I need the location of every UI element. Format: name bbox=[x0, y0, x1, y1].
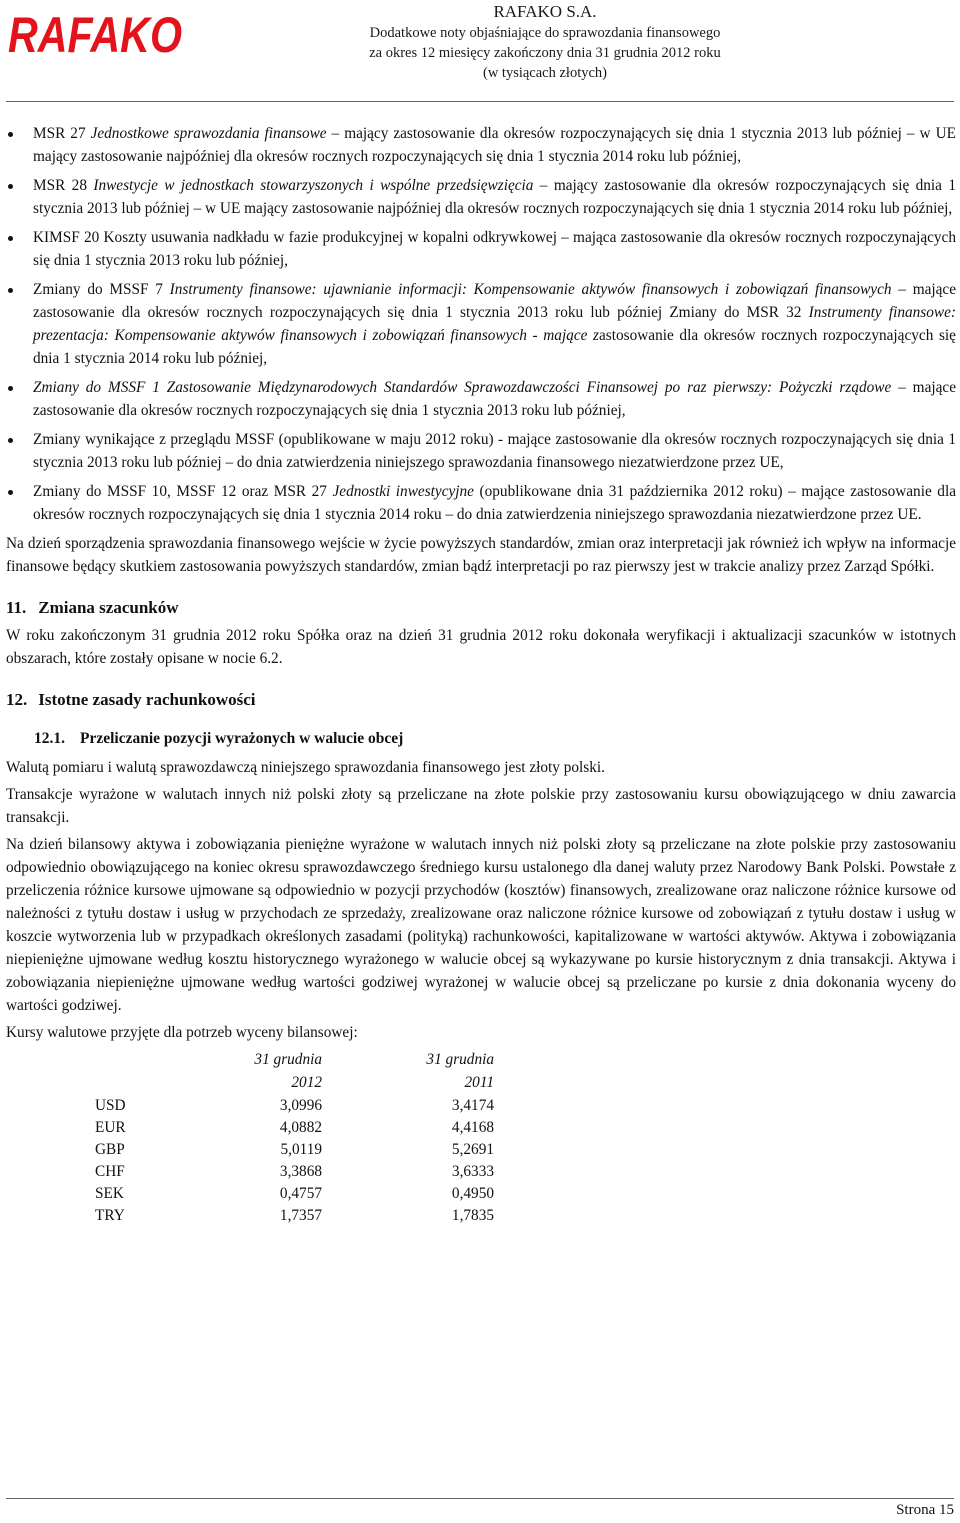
paragraph: Walutą pomiaru i walutą sprawozdawczą niniejszego sprawozdania finansowego jest złoty polski. bbox=[6, 759, 605, 776]
table-row: TRY 1,7357 1,7835 bbox=[95, 1207, 494, 1224]
column-header: 31 grudnia 2011 bbox=[426, 1051, 494, 1091]
list-item: KIMSF 20 Koszty usuwania nadkładu w fazie produkcyjnej w kopalni odkrywkowej – mająca zastosowanie dla okresów rocznych rozpoczynających się dnia 1 stycznia 2013 roku lub później, bbox=[6, 226, 956, 272]
standards-paragraph: Na dzień sporządzenia sprawozdania finansowego wejście w życie powyższych standardów, zmian oraz interpretacji jak również ich wpływ na informacje finansowe będący skutkiem zastosowania powyższych standardów, zmian bądź interpretacji po raz pierwszy jest w trakcie analizy przez Zarząd Spółki. bbox=[6, 535, 956, 575]
list-item: Zmiany do MSSF 10, MSSF 12 oraz MSR 27 Jednostki inwestycyjne (opublikowane dnia 31 października 2012 roku) – mające zastosowanie dla okresów rocznych rozpoczynających się dnia 1 stycznia 2014 roku – do dnia zatwierdzenia niniejszego sprawozdania niezatwierdzone przez UE. bbox=[6, 480, 956, 526]
list-item: MSR 27 Jednostkowe sprawozdania finansowe – mający zastosowanie dla okresów rozpoczynających się dnia 1 stycznia 2013 lub później – w UE mający zastosowanie najpóźniej dla okresów rocznych rozpoczynających się dnia 1 stycznia 2014 roku lub później, bbox=[6, 122, 956, 168]
document-body bbox=[6, 122, 956, 1226]
logo-text: RAFAKO bbox=[8, 7, 183, 63]
page-header bbox=[330, 0, 760, 83]
column-header: 31 grudnia 2012 bbox=[254, 1051, 322, 1091]
paragraph: Transakcje wyrażone w walutach innych niż polski złoty są przeliczane na złote polskie przy zastosowaniu kursu obowiązującego w dniu zawarcia transakcji. bbox=[6, 786, 956, 826]
header-line-2: Dodatkowe noty objaśniające do sprawozdania finansowego bbox=[369, 25, 721, 41]
header-line-3: za okres 12 miesięcy zakończony dnia 31 grudnia 2012 roku bbox=[369, 45, 721, 61]
list-item: Zmiany wynikające z przeglądu MSSF (opublikowane w maju 2012 roku) - mające zastosowanie dla okresów rocznych rozpoczynających się dnia 1 stycznia 2013 roku lub później – do dnia zatwierdzenia niniejszego sprawozdania finansowego niezatwierdzone przez UE, bbox=[6, 428, 956, 474]
header-line-4: (w tysiącach złotych) bbox=[482, 65, 607, 81]
exchange-rates-table bbox=[6, 1044, 956, 1226]
table-row: USD 3,0996 3,4174 bbox=[95, 1097, 494, 1114]
section-11-text: W roku zakończonym 31 grudnia 2012 roku Spółka oraz na dzień 31 grudnia 2012 roku dokonała weryfikacji i aktualizacji szacunków w istotnych obszarach, które zostały opisane w nocie 6.2. bbox=[6, 627, 956, 667]
table-row: GBP 5,0119 5,2691 bbox=[95, 1141, 494, 1158]
section-11-heading: 11. Zmiana szacunków bbox=[6, 598, 179, 617]
page-number: Strona 15 bbox=[896, 1502, 954, 1518]
table-row: CHF 3,3868 3,6333 bbox=[95, 1163, 494, 1180]
footer-divider bbox=[6, 1498, 954, 1499]
list-item: Zmiany do MSSF 1 Zastosowanie Międzynarodowych Standardów Sprawozdawczości Finansowej po raz pierwszy: Pożyczki rządowe – mające zastosowanie dla okresów rocznych rozpoczynających się dnia 1 stycznia 2013 roku lub później, bbox=[6, 376, 956, 422]
section-12-1-heading: 12.1. Przeliczanie pozycji wyrażonych w walucie obcej bbox=[34, 730, 404, 747]
table-row: EUR 4,0882 4,4168 bbox=[95, 1119, 494, 1136]
section-12-heading: 12. Istotne zasady rachunkowości bbox=[6, 690, 256, 709]
paragraph: Na dzień bilansowy aktywa i zobowiązania pieniężne wyrażone w walutach innych niż polski złoty są przeliczane na złote polskie przy zastosowaniu odpowiednio obowiązującego na koniec okresu sprawozdawczego średniego kursu ustalonego dla danej waluty przez Narodowy Bank Polski. Powstałe z przeliczenia różnice kursowe ujmowane są odpowiednio w pozycji przychodów (kosztów) finansowych, zrealizowane oraz naliczone różnice kursowe od należności z tytułu dostaw i usług w przychodach ze sprzedaży, zrealizowane oraz naliczone różnice kursowe od zobowiązań z tytułu dostaw i usług w koszcie wytworzenia lub w przypadkach określonych zasadami (polityką) rachunkowości, kapitalizowane w wartości aktywów. Aktywa i zobowiązania niepieniężne ujmowane według kosztu historycznego wyrażonego w walucie obcej są wykazywane po kursie historycznym z dnia transakcji. Aktywa i zobowiązania niepieniężne ujmowane według wartości godziwej wyrażonej w walucie obcej są przeliczane po kursie z dnia dokonania wyceny do wartości godziwej. bbox=[6, 836, 956, 1014]
paragraph: Kursy walutowe przyjęte dla potrzeb wyceny bilansowej: bbox=[6, 1024, 358, 1041]
rafako-logo bbox=[6, 6, 184, 62]
list-item: Zmiany do MSSF 7 Instrumenty finansowe: ujawnianie informacji: Kompensowanie aktywów finansowych i zobowiązań finansowych – mające zastosowanie dla okresów rocznych rozpoczynających się dnia 1 stycznia 2013 roku lub później Zmiany do MSR 32 Instrumenty finansowe: prezentacja: Kompensowanie aktywów finansowych i zobowiązań finansowych - mające zastosowanie dla okresów rocznych rozpoczynających się dnia 1 stycznia 2014 roku lub później, bbox=[6, 278, 956, 370]
header-divider bbox=[6, 101, 954, 102]
list-item: MSR 28 Inwestycje w jednostkach stowarzyszonych i wspólne przedsięwzięcia – mający zastosowanie dla okresów rozpoczynających się dnia 1 stycznia 2013 lub później – w UE mający zastosowanie najpóźniej dla okresów rocznych rozpoczynających się dnia 1 stycznia 2014 roku lub później, bbox=[6, 174, 956, 220]
table-row: SEK 0,4757 0,4950 bbox=[95, 1185, 494, 1202]
table-header bbox=[6, 1044, 956, 1091]
company-name: RAFAKO S.A. bbox=[493, 2, 597, 21]
standards-list bbox=[6, 122, 956, 526]
